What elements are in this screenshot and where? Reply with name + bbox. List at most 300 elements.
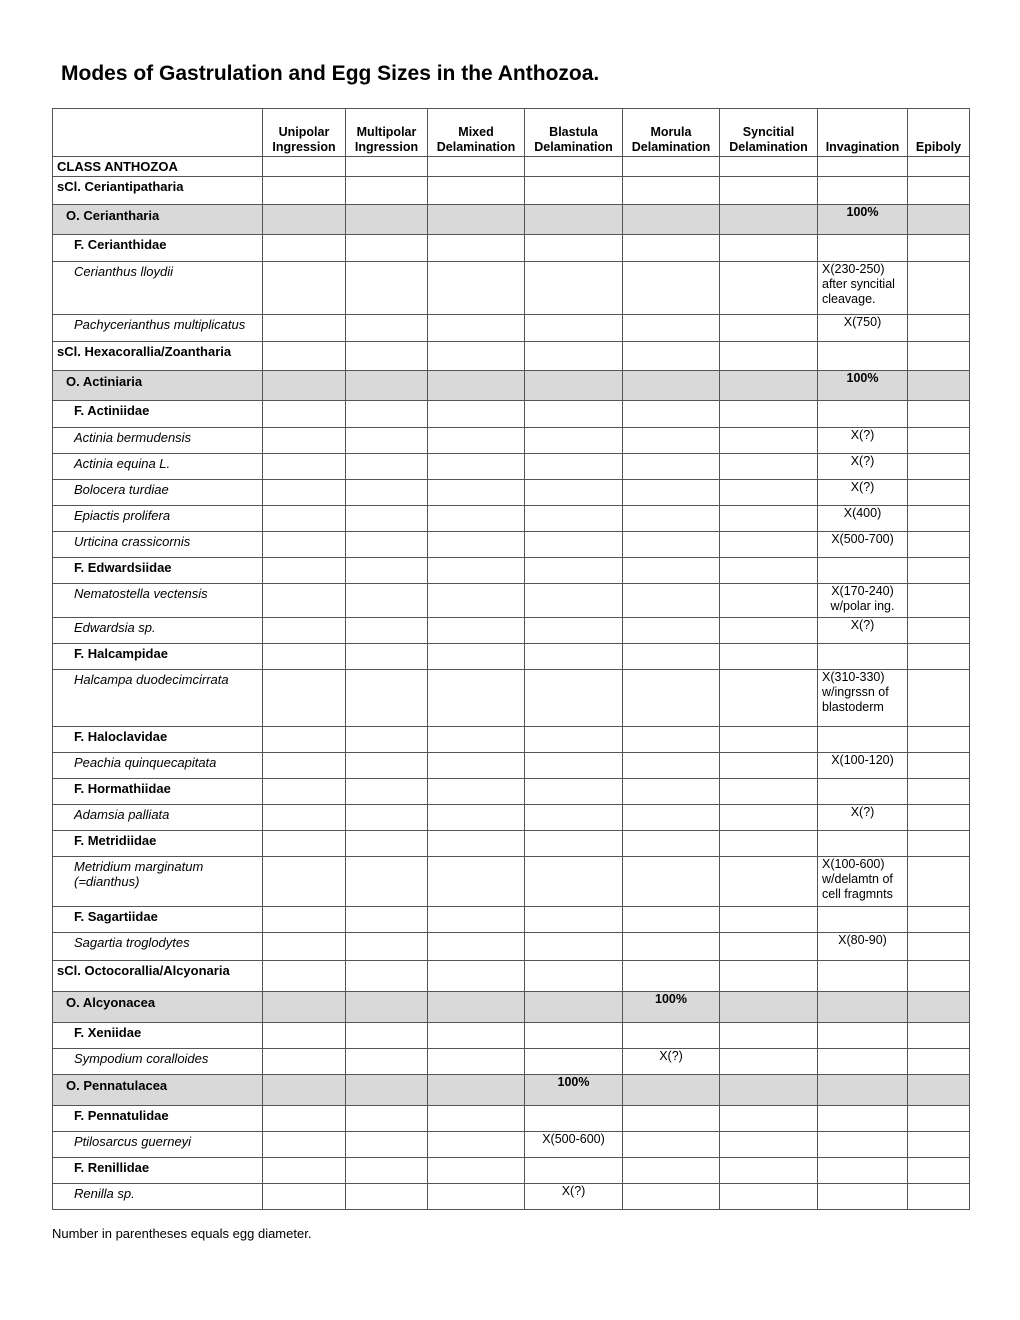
cell-mixed — [428, 961, 525, 992]
table-row — [53, 961, 970, 992]
cell-multipolar — [346, 401, 428, 428]
cell-unipolar — [263, 992, 346, 1023]
cell-epiboly — [908, 428, 970, 454]
cell-value: X(?) — [850, 428, 875, 442]
cell-value: X(100-120) — [831, 753, 894, 767]
cell-mixed — [428, 1106, 525, 1132]
cell-syncitial — [720, 342, 818, 371]
cell-value: X(400) — [843, 506, 882, 520]
cell-morula — [623, 205, 720, 235]
cell-multipolar — [346, 727, 428, 753]
column-header-line1: Mixed — [458, 125, 494, 139]
taxon-name: Ptilosarcus guerneyi — [53, 1132, 263, 1158]
cell-blastula — [525, 1049, 623, 1075]
cell-syncitial — [720, 1106, 818, 1132]
taxon-name: Bolocera turdiae — [53, 480, 263, 506]
cell-blastula — [525, 342, 623, 371]
table-row — [53, 315, 970, 342]
cell-epiboly — [908, 1106, 970, 1132]
table-row — [53, 1158, 970, 1184]
cell-syncitial — [720, 857, 818, 907]
cell-unipolar — [263, 805, 346, 831]
cell-multipolar — [346, 584, 428, 618]
cell-morula — [623, 753, 720, 779]
cell-epiboly — [908, 157, 970, 177]
footnote: Number in parentheses equals egg diameter. — [52, 1226, 312, 1241]
cell-value: X(310-330) w/ingrssn of blastoderm — [822, 670, 889, 714]
cell-invagination — [818, 805, 908, 831]
cell-blastula — [525, 670, 623, 727]
cell-blastula — [525, 805, 623, 831]
taxon-name: Peachia quinquecapitata — [53, 753, 263, 779]
cell-value: X(170-240) w/polar ing. — [830, 584, 895, 613]
cell-blastula — [525, 907, 623, 933]
cell-syncitial — [720, 933, 818, 961]
cell-syncitial — [720, 401, 818, 428]
cell-blastula — [525, 618, 623, 644]
cell-syncitial — [720, 235, 818, 262]
cell-invagination — [818, 753, 908, 779]
cell-blastula — [525, 157, 623, 177]
cell-invagination — [818, 857, 908, 907]
cell-epiboly — [908, 907, 970, 933]
cell-multipolar — [346, 342, 428, 371]
cell-unipolar — [263, 506, 346, 532]
cell-mixed — [428, 644, 525, 670]
cell-invagination — [818, 480, 908, 506]
cell-epiboly — [908, 857, 970, 907]
cell-blastula — [525, 961, 623, 992]
cell-blastula — [525, 1158, 623, 1184]
cell-unipolar — [263, 262, 346, 315]
cell-multipolar — [346, 1184, 428, 1210]
cell-syncitial — [720, 584, 818, 618]
table-row — [53, 428, 970, 454]
taxon-name: O. Actiniaria — [53, 371, 263, 401]
cell-multipolar — [346, 1158, 428, 1184]
cell-morula — [623, 1075, 720, 1106]
cell-epiboly — [908, 401, 970, 428]
cell-blastula — [525, 584, 623, 618]
cell-unipolar — [263, 779, 346, 805]
cell-epiboly — [908, 480, 970, 506]
cell-syncitial — [720, 177, 818, 205]
cell-multipolar — [346, 532, 428, 558]
taxon-name: Adamsia palliata — [53, 805, 263, 831]
table-row — [53, 907, 970, 933]
cell-blastula — [525, 235, 623, 262]
table-row — [53, 342, 970, 371]
cell-invagination — [818, 584, 908, 618]
cell-epiboly — [908, 1075, 970, 1106]
cell-epiboly — [908, 670, 970, 727]
table-row — [53, 727, 970, 753]
cell-mixed — [428, 401, 525, 428]
cell-mixed — [428, 235, 525, 262]
cell-epiboly — [908, 727, 970, 753]
cell-morula — [623, 428, 720, 454]
cell-multipolar — [346, 1023, 428, 1049]
column-header-line1: Unipolar — [278, 125, 330, 139]
cell-value: 100% — [846, 371, 879, 385]
cell-morula — [623, 454, 720, 480]
table-row — [53, 618, 970, 644]
cell-mixed — [428, 315, 525, 342]
cell-mixed — [428, 618, 525, 644]
cell-invagination — [818, 961, 908, 992]
cell-blastula — [525, 933, 623, 961]
column-header-syncitial — [720, 109, 818, 157]
taxon-name: Renilla sp. — [53, 1184, 263, 1210]
table-row — [53, 401, 970, 428]
cell-epiboly — [908, 371, 970, 401]
cell-invagination — [818, 401, 908, 428]
taxon-name: Actinia bermudensis — [53, 428, 263, 454]
cell-multipolar — [346, 205, 428, 235]
column-header-multipolar — [346, 109, 428, 157]
column-header-invagination — [818, 109, 908, 157]
taxon-name: sCl. Octocorallia/Alcyonaria — [53, 961, 263, 992]
cell-syncitial — [720, 907, 818, 933]
cell-invagination — [818, 779, 908, 805]
cell-morula — [623, 1132, 720, 1158]
cell-unipolar — [263, 1075, 346, 1106]
cell-invagination — [818, 315, 908, 342]
table-row — [53, 177, 970, 205]
cell-syncitial — [720, 532, 818, 558]
table-row — [53, 205, 970, 235]
cell-unipolar — [263, 342, 346, 371]
cell-multipolar — [346, 644, 428, 670]
cell-multipolar — [346, 371, 428, 401]
cell-mixed — [428, 177, 525, 205]
cell-invagination — [818, 727, 908, 753]
cell-value: 100% — [557, 1075, 590, 1089]
cell-epiboly — [908, 205, 970, 235]
cell-blastula — [525, 480, 623, 506]
cell-unipolar — [263, 1023, 346, 1049]
cell-multipolar — [346, 753, 428, 779]
cell-blastula — [525, 1075, 623, 1106]
cell-syncitial — [720, 1049, 818, 1075]
cell-multipolar — [346, 177, 428, 205]
cell-mixed — [428, 753, 525, 779]
cell-unipolar — [263, 454, 346, 480]
cell-morula — [623, 558, 720, 584]
cell-epiboly — [908, 262, 970, 315]
taxon-name: Epiactis prolifera — [53, 506, 263, 532]
cell-blastula — [525, 992, 623, 1023]
cell-unipolar — [263, 235, 346, 262]
cell-value: X(80-90) — [838, 933, 887, 947]
cell-morula — [623, 1106, 720, 1132]
cell-unipolar — [263, 1184, 346, 1210]
cell-unipolar — [263, 831, 346, 857]
cell-mixed — [428, 342, 525, 371]
cell-morula — [623, 342, 720, 371]
cell-multipolar — [346, 961, 428, 992]
column-header-unipolar — [263, 109, 346, 157]
cell-unipolar — [263, 1158, 346, 1184]
cell-morula — [623, 644, 720, 670]
cell-mixed — [428, 1023, 525, 1049]
taxon-name: F. Renillidae — [53, 1158, 263, 1184]
table-row — [53, 262, 970, 315]
cell-blastula — [525, 506, 623, 532]
cell-blastula — [525, 558, 623, 584]
cell-epiboly — [908, 779, 970, 805]
cell-morula — [623, 992, 720, 1023]
cell-morula — [623, 961, 720, 992]
cell-syncitial — [720, 831, 818, 857]
cell-unipolar — [263, 1049, 346, 1075]
cell-invagination — [818, 532, 908, 558]
cell-mixed — [428, 1049, 525, 1075]
cell-value: X(?) — [850, 805, 875, 819]
cell-invagination — [818, 558, 908, 584]
taxon-name: Urticina crassicornis — [53, 532, 263, 558]
cell-epiboly — [908, 315, 970, 342]
cell-mixed — [428, 907, 525, 933]
taxon-name: Cerianthus lloydii — [53, 262, 263, 315]
cell-mixed — [428, 1075, 525, 1106]
cell-morula — [623, 157, 720, 177]
column-header-line2: Delamination — [729, 140, 808, 154]
cell-unipolar — [263, 644, 346, 670]
taxon-name: CLASS ANTHOZOA — [53, 157, 263, 177]
table-row — [53, 992, 970, 1023]
cell-morula — [623, 831, 720, 857]
cell-invagination — [818, 1184, 908, 1210]
cell-multipolar — [346, 315, 428, 342]
cell-morula — [623, 907, 720, 933]
cell-multipolar — [346, 558, 428, 584]
cell-multipolar — [346, 933, 428, 961]
cell-value: X(500-600) — [542, 1132, 605, 1146]
cell-syncitial — [720, 961, 818, 992]
cell-morula — [623, 371, 720, 401]
column-header-line2: Ingression — [354, 140, 419, 154]
cell-value: 100% — [655, 992, 687, 1006]
cell-invagination — [818, 1023, 908, 1049]
cell-invagination — [818, 506, 908, 532]
cell-epiboly — [908, 1132, 970, 1158]
cell-epiboly — [908, 753, 970, 779]
cell-mixed — [428, 532, 525, 558]
taxon-name: F. Pennatulidae — [53, 1106, 263, 1132]
cell-invagination — [818, 933, 908, 961]
cell-syncitial — [720, 454, 818, 480]
cell-syncitial — [720, 670, 818, 727]
gastrulation-table — [52, 108, 970, 1210]
cell-syncitial — [720, 1158, 818, 1184]
taxon-name: Nematostella vectensis — [53, 584, 263, 618]
table-row — [53, 532, 970, 558]
cell-morula — [623, 670, 720, 727]
cell-syncitial — [720, 753, 818, 779]
cell-blastula — [525, 1106, 623, 1132]
cell-invagination — [818, 157, 908, 177]
cell-invagination — [818, 262, 908, 315]
taxon-name: sCl. Hexacorallia/Zoantharia — [53, 342, 263, 371]
cell-blastula — [525, 401, 623, 428]
cell-epiboly — [908, 532, 970, 558]
table-header-row — [53, 109, 970, 157]
table-row — [53, 558, 970, 584]
cell-mixed — [428, 371, 525, 401]
cell-morula — [623, 480, 720, 506]
table-row — [53, 831, 970, 857]
cell-value: X(230-250) after syncitial cleavage. — [822, 262, 895, 306]
table-row — [53, 779, 970, 805]
cell-unipolar — [263, 558, 346, 584]
taxon-name: F. Hormathiidae — [53, 779, 263, 805]
cell-syncitial — [720, 315, 818, 342]
cell-multipolar — [346, 506, 428, 532]
column-header-line1: Syncitial — [742, 125, 795, 139]
taxon-name: sCl. Ceriantipatharia — [53, 177, 263, 205]
cell-value: 100% — [846, 205, 879, 219]
cell-syncitial — [720, 644, 818, 670]
cell-blastula — [525, 454, 623, 480]
cell-mixed — [428, 1158, 525, 1184]
table-row — [53, 670, 970, 727]
page-title: Modes of Gastrulation and Egg Sizes in the Anthozoa. — [61, 62, 600, 85]
cell-mixed — [428, 1132, 525, 1158]
cell-unipolar — [263, 857, 346, 907]
cell-unipolar — [263, 1106, 346, 1132]
cell-mixed — [428, 558, 525, 584]
cell-morula — [623, 618, 720, 644]
cell-multipolar — [346, 618, 428, 644]
taxon-name: F. Cerianthidae — [53, 235, 263, 262]
cell-unipolar — [263, 961, 346, 992]
taxon-name: F. Sagartiidae — [53, 907, 263, 933]
taxon-name: F. Halcampidae — [53, 644, 263, 670]
cell-blastula — [525, 262, 623, 315]
cell-value: X(?) — [659, 1049, 683, 1063]
cell-invagination — [818, 644, 908, 670]
table-row — [53, 933, 970, 961]
table-row — [53, 371, 970, 401]
cell-mixed — [428, 1184, 525, 1210]
table-row — [53, 1023, 970, 1049]
cell-epiboly — [908, 1184, 970, 1210]
taxon-name: F. Metridiidae — [53, 831, 263, 857]
cell-epiboly — [908, 1158, 970, 1184]
cell-invagination — [818, 992, 908, 1023]
cell-blastula — [525, 753, 623, 779]
cell-blastula — [525, 532, 623, 558]
cell-syncitial — [720, 1184, 818, 1210]
cell-value: X(?) — [850, 618, 875, 632]
cell-syncitial — [720, 371, 818, 401]
cell-mixed — [428, 428, 525, 454]
cell-morula — [623, 262, 720, 315]
cell-value: X(500-700) — [831, 532, 894, 546]
cell-value: X(100-600) w/delamtn of cell fragmnts — [822, 857, 893, 901]
cell-invagination — [818, 831, 908, 857]
cell-invagination — [818, 371, 908, 401]
taxon-name: F. Edwardsiidae — [53, 558, 263, 584]
cell-morula — [623, 315, 720, 342]
cell-unipolar — [263, 727, 346, 753]
cell-blastula — [525, 205, 623, 235]
cell-blastula — [525, 831, 623, 857]
cell-multipolar — [346, 157, 428, 177]
cell-unipolar — [263, 428, 346, 454]
cell-syncitial — [720, 805, 818, 831]
table-row — [53, 235, 970, 262]
column-header-line2: Delamination — [631, 140, 711, 154]
cell-epiboly — [908, 933, 970, 961]
cell-morula — [623, 1158, 720, 1184]
cell-mixed — [428, 805, 525, 831]
cell-syncitial — [720, 618, 818, 644]
column-header-morula — [623, 109, 720, 157]
cell-syncitial — [720, 157, 818, 177]
cell-syncitial — [720, 205, 818, 235]
cell-epiboly — [908, 831, 970, 857]
cell-morula — [623, 401, 720, 428]
cell-morula — [623, 779, 720, 805]
cell-unipolar — [263, 205, 346, 235]
taxon-name: O. Ceriantharia — [53, 205, 263, 235]
cell-morula — [623, 506, 720, 532]
cell-mixed — [428, 205, 525, 235]
cell-mixed — [428, 454, 525, 480]
cell-invagination — [818, 454, 908, 480]
cell-value: X(?) — [850, 480, 875, 494]
cell-value: X(?) — [561, 1184, 586, 1198]
taxon-name: Actinia equina L. — [53, 454, 263, 480]
cell-morula — [623, 177, 720, 205]
cell-morula — [623, 235, 720, 262]
cell-morula — [623, 584, 720, 618]
table-row — [53, 753, 970, 779]
cell-mixed — [428, 831, 525, 857]
table-row — [53, 1132, 970, 1158]
cell-invagination — [818, 1158, 908, 1184]
cell-epiboly — [908, 1049, 970, 1075]
cell-unipolar — [263, 1132, 346, 1158]
cell-invagination — [818, 670, 908, 727]
cell-epiboly — [908, 506, 970, 532]
cell-blastula — [525, 1184, 623, 1210]
cell-syncitial — [720, 506, 818, 532]
cell-invagination — [818, 618, 908, 644]
cell-multipolar — [346, 1132, 428, 1158]
taxon-name: Halcampa duodecimcirrata — [53, 670, 263, 727]
cell-morula — [623, 933, 720, 961]
cell-unipolar — [263, 618, 346, 644]
cell-epiboly — [908, 961, 970, 992]
cell-blastula — [525, 428, 623, 454]
cell-syncitial — [720, 992, 818, 1023]
cell-mixed — [428, 262, 525, 315]
cell-mixed — [428, 933, 525, 961]
cell-syncitial — [720, 1023, 818, 1049]
cell-multipolar — [346, 779, 428, 805]
cell-syncitial — [720, 262, 818, 315]
cell-mixed — [428, 670, 525, 727]
column-header-mixed — [428, 109, 525, 157]
column-header-line1: Invagination — [825, 140, 900, 154]
cell-mixed — [428, 480, 525, 506]
cell-unipolar — [263, 532, 346, 558]
table-row — [53, 857, 970, 907]
table-row — [53, 506, 970, 532]
